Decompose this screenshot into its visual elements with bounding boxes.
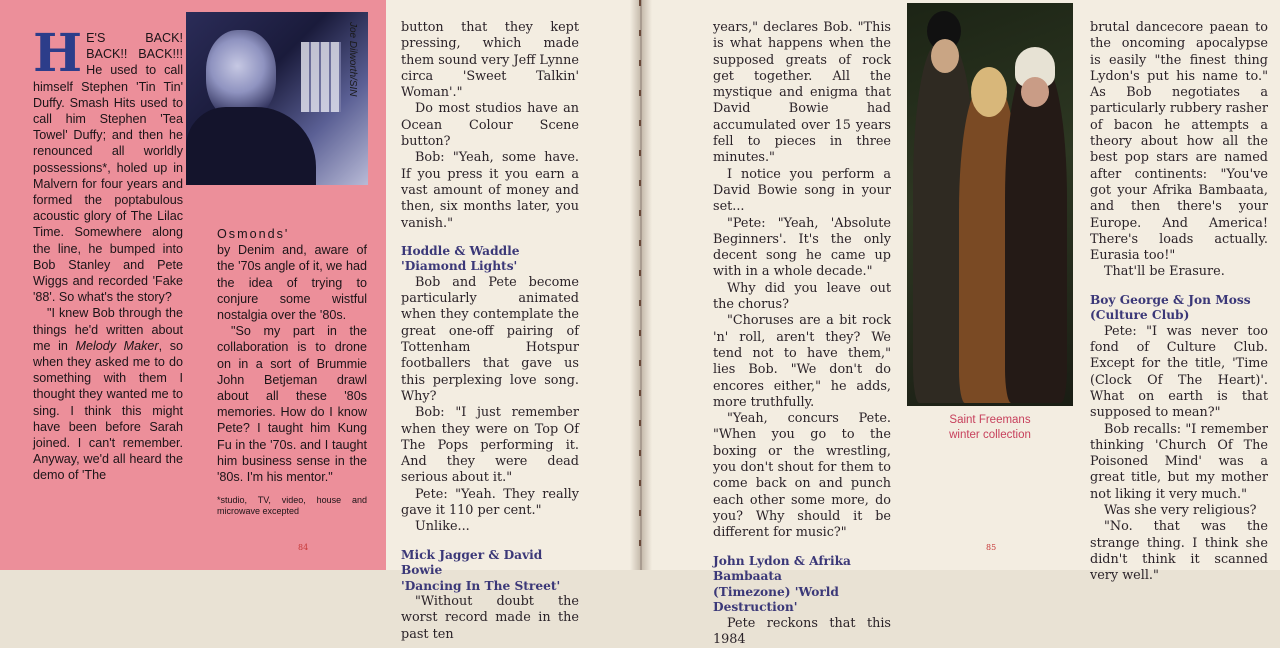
col4-p4: Why did you leave out the chorus? xyxy=(713,281,891,314)
col3-p6: Pete: "Yeah. They really gave it 110 per cent." xyxy=(401,487,579,520)
p2-italic: Melody Maker xyxy=(75,339,158,353)
dropcap: H xyxy=(33,32,82,76)
column-3 xyxy=(401,20,579,643)
face-left xyxy=(931,39,959,73)
p2-start: "I knew Bob through the things he'd written about me in xyxy=(33,306,183,352)
col2-p1: Osmonds' xyxy=(217,226,367,242)
left-page xyxy=(0,0,640,570)
col2-p2: by Denim and, aware of the '70s angle of it, we had the idea of trying to conjure some wistful nostalgia over the '80s. xyxy=(217,242,367,323)
column-4 xyxy=(713,20,891,648)
heading-lydon-a: John Lydon & Afrika Bambaata xyxy=(713,554,851,584)
col3-p4: Bob and Pete become particularly animated when they contemplate the great one-off pairing of Tottenham Hotspur footballers that gave us this perplexing love song. Why? xyxy=(401,275,579,405)
col5-p2: That'll be Erasure. xyxy=(1090,264,1268,280)
col4-p1: years," declares Bob. "This is what happens when the supposed greats of rock get together. All the mystique and enigma that David Bowie had accumulated over 15 years fell to pieces in three minutes." xyxy=(713,20,891,167)
photo-credit-text: Joe Dilworth/SIN xyxy=(347,22,358,96)
col2-p3: "So my part in the collaboration is to drone on in a sort of Brummie John Betjeman drawl about all these '80s memories. How do I know Pete? I taught him Kung Fu in the '70s. and I taught him business sense in the '80s. I'm his mentor." xyxy=(217,323,367,485)
heading-jagger-b: 'Dancing In The Street' xyxy=(401,579,560,593)
col4-p6: "Yeah, concurs Pete. "When you go to the boxing or the wrestling, you don't shout for them to come back on and punch each other some more, do you? Why should it be different for music?" xyxy=(713,411,891,541)
column-2 xyxy=(217,226,367,517)
binding-stitch xyxy=(639,0,641,570)
heading-lydon-b: (Timezone) 'World Destruction' xyxy=(713,585,839,615)
photo-credit xyxy=(344,22,358,132)
heading-boy-george xyxy=(1090,293,1268,324)
caption-line-2: winter collection xyxy=(915,428,1065,443)
col4-p5: "Choruses are a bit rock 'n' roll, aren't they? We tend not to have them," lies Bob. "We don't do encores either," he adds, more truthfully. xyxy=(713,313,891,411)
col5-p3: Pete: "I was never too fond of Culture Club. Except for the title, 'Time (Clock Of The Heart)'. What on earth is that supposed to mean?" xyxy=(1090,324,1268,422)
column-5 xyxy=(1090,20,1268,585)
col3-p5: Bob: "I just remember when they were on Top Of The Pops performing it. And they were dead serious about it." xyxy=(401,405,579,486)
col3-p1: button that they kept pressing, which made them sound very Jeff Lynne circa 'Sweet Talkin' Woman'." xyxy=(401,20,579,101)
col4-p2: I notice you perform a David Bowie song in your set... xyxy=(713,167,891,216)
body-shape xyxy=(186,107,316,185)
heading-boy-george-b: (Culture Club) xyxy=(1090,308,1189,322)
col4-p7: Pete reckons that this 1984 xyxy=(713,616,891,648)
lead-text: E'S BACK! BACK!! BACK!!! He used to call himself Stephen 'Tin Tin' Duffy. Smash Hits used to call him Stephen 'Tea Towel' Duffy; and then he renounced all worldly possessions*, holed up in Malvern for four years and formed the poptabulous acoustic glory of The Lilac Time. Somewhere along the line, he bumped into Bob Stanley and Pete Wiggs and recorded 'Fake '88'. So what's the story? xyxy=(33,31,183,304)
col5-p6: "No. that was the strange thing. I think she didn't think it scanned very well." xyxy=(1090,519,1268,584)
heading-lydon xyxy=(713,554,891,616)
heading-jagger xyxy=(401,548,579,595)
face-right xyxy=(1021,77,1049,107)
hair-middle xyxy=(971,67,1007,117)
column-1 xyxy=(33,30,183,484)
heading-hoddle-b: 'Diamond Lights' xyxy=(401,259,517,273)
heading-boy-george-a: Boy George & Jon Moss xyxy=(1090,293,1251,307)
figure-right xyxy=(1005,63,1067,403)
lead-paragraph xyxy=(33,30,183,305)
window-shape xyxy=(301,42,341,112)
band-photo xyxy=(907,3,1073,406)
page-gutter xyxy=(630,0,652,570)
footnote: *studio, TV, video, house and microwave excepted xyxy=(217,495,367,517)
col5-p1: brutal dancecore paean to the oncoming apocalypse is easily "the finest thing Lydon's put his name to." As Bob negotiates a particularly rubbery rasher of bacon he attempts a theory about how all the best pop stars are named after continents: "You've got your Afrika Bambaata, and then there's your Europe. And America! There's loads actually. Eurasia too!" xyxy=(1090,20,1268,264)
col3-p7: Unlike... xyxy=(401,519,579,535)
duffy-photo xyxy=(186,12,368,185)
caption-line-1: Saint Freemans xyxy=(915,413,1065,428)
col3-p3: Bob: "Yeah, some have. If you press it you earn a vast amount of money and then, six months later, you vanish." xyxy=(401,150,579,231)
col4-p3: "Pete: "Yeah, 'Absolute Beginners'. It's the only decent song he came up with in a whole decade." xyxy=(713,216,891,281)
heading-hoddle xyxy=(401,244,579,275)
page-number-left: 84 xyxy=(298,543,308,552)
heading-jagger-a: Mick Jagger & David Bowie xyxy=(401,548,542,578)
photo-caption xyxy=(915,413,1065,443)
heading-hoddle-a: Hoddle & Waddle xyxy=(401,244,520,258)
col5-p4: Bob recalls: "I remember thinking 'Church Of The Poisoned Mind' was a great title, but my mother not liking it very much." xyxy=(1090,422,1268,503)
paragraph-2 xyxy=(33,305,183,483)
col3-p2: Do most studios have an Ocean Colour Scene button? xyxy=(401,101,579,150)
col5-p5: Was she very religious? xyxy=(1090,503,1268,519)
col3-p8: "Without doubt the worst record made in the past ten xyxy=(401,594,579,643)
page-number-right: 85 xyxy=(986,543,996,552)
p2-end: , so when they asked me to do something with them I thought they wanted me to sing. I think this might have been before Sarah joined. I can't remember. Anyway, we'd all heard the demo of 'The xyxy=(33,339,183,483)
